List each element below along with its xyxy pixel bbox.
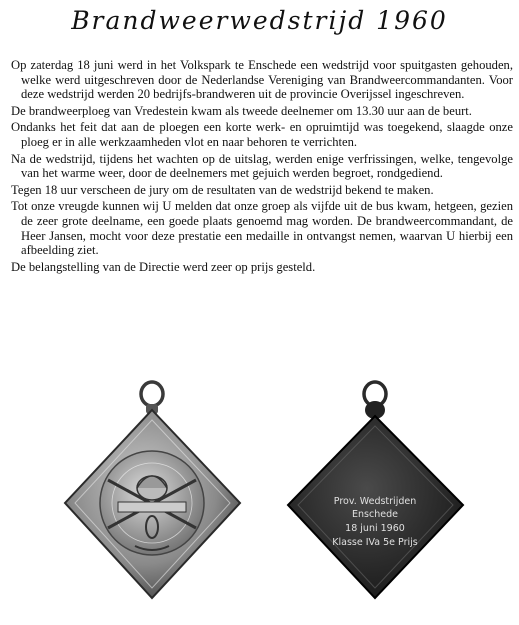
page-title: Brandweerwedstrijd 1960	[71, 6, 448, 35]
medal-front-image	[60, 376, 245, 616]
article-body	[11, 58, 513, 276]
paragraph: Ondanks het feit dat aan de ploegen een korte werk- en opruimtijd was toegekend, slaagde onze ploeg er in alle werkzaamheden vlot en naar behoren te verrichten.	[11, 120, 513, 149]
paragraph: Tot onze vreugde kunnen wij U melden dat onze groep als vijfde uit de bus kwam, hetgeen, gezien de zeer grote deelname, een goede plaats genoemd mag worden. De brandweercommandant, de Heer Jansen, mocht voor deze prestatie een medaille in ontvangst nemen, waarvan U hierbij een afbeelding ziet.	[11, 199, 513, 258]
paragraph: De belangstelling van de Directie werd zeer op prijs gesteld.	[11, 259, 316, 274]
inscription-line: 18 juni 1960	[345, 523, 405, 534]
inscription-line: Klasse IVa 5e Prijs	[332, 537, 418, 548]
inscription-line: Prov. Wedstrijden	[333, 496, 417, 507]
paragraph: Tegen 18 uur verscheen de jury om de resultaten van de wedstrijd bekend te maken.	[11, 182, 434, 197]
paragraph: Na de wedstrijd, tijdens het wachten op de uitslag, werden enige verfrissingen, welke, tengevolge van het warme weer, door de deelnemers met gejuich werden begroet, rondgediend.	[11, 151, 513, 181]
medal-back-image	[283, 376, 468, 616]
medal-photos	[0, 376, 519, 625]
paragraph: De brandweerploeg van Vredestein kwam als tweede deelnemer om 13.30 uur aan de beurt.	[11, 103, 472, 118]
paragraph: Op zaterdag 18 juni werd in het Volkspark te Enschede een wedstrijd voor spuitgasten gehouden, welke werd uitgeschreven door de Nederlandse Vereniging van Brandweercommandanten. Voor deze wedstrijd werden 20 bedrijfs-brandweren uit de provincie Overijssel ingeschreven.	[11, 58, 513, 102]
inscription-line: Enschede	[352, 509, 398, 520]
